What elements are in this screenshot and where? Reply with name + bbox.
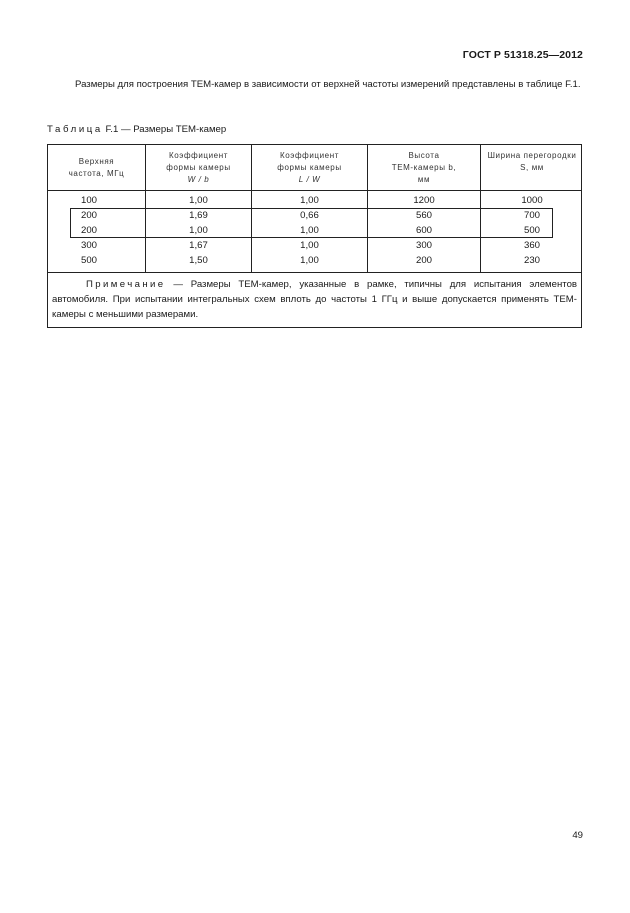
cell-septum: 230 <box>523 255 540 266</box>
cell-wb: 1,00 <box>189 225 208 236</box>
header-line: L / W <box>298 175 321 184</box>
header-lw-ratio <box>252 145 367 190</box>
cell-septum: 1000 <box>521 195 543 206</box>
cell-wb: 1,00 <box>189 195 208 206</box>
cell-height: 560 <box>415 210 432 221</box>
cell-height: 1200 <box>413 195 435 206</box>
header-line: мм <box>417 175 431 184</box>
cell-lw: 1,00 <box>300 195 319 206</box>
header-line: Ширина перегородки <box>487 151 577 160</box>
cell-height: 600 <box>415 225 432 236</box>
cell-frequency: 300 <box>80 240 97 251</box>
header-line: W / b <box>187 175 210 184</box>
cell-wb: 1,50 <box>189 255 208 266</box>
cell-height: 300 <box>415 240 432 251</box>
header-divider <box>48 190 581 191</box>
cell-wb: 1,69 <box>189 210 208 221</box>
header-upper-frequency <box>48 145 145 190</box>
header-line: S, мм <box>520 163 544 172</box>
document-number: ГОСТ Р 51318.25—2012 <box>462 49 583 61</box>
cell-wb: 1,67 <box>189 240 208 251</box>
cell-lw: 1,00 <box>300 240 319 251</box>
header-line: ТЕМ-камеры b, <box>391 163 457 172</box>
cell-lw: 0,66 <box>300 210 319 221</box>
cell-frequency: 500 <box>80 255 97 266</box>
intro-text: Размеры для построения ТЕМ-камер в зависимости от верхней частоты измерений представлены в таблице F.1. <box>75 79 581 90</box>
header-line: Коэффициент <box>279 151 339 160</box>
header-line: частота, МГц <box>68 168 125 178</box>
table-note <box>48 277 583 322</box>
cell-septum: 360 <box>523 240 540 251</box>
page-number: 49 <box>572 830 583 841</box>
table-caption-label: Таблица <box>47 124 103 135</box>
note-divider <box>48 272 581 273</box>
cell-lw: 1,00 <box>300 255 319 266</box>
table-caption-title: F.1 — Размеры ТЕМ-камер <box>105 124 227 135</box>
header-line: Верхняя <box>78 156 115 166</box>
header-line: формы камеры <box>166 163 231 172</box>
cell-frequency: 200 <box>80 225 97 236</box>
header-line: Коэффициент <box>168 151 228 160</box>
note-text: — Размеры ТЕМ-камер, указанные в рамке, типичны для испытания элементов автомобиля. При испытании интегральных схем вплоть до частоты 1 ГГц и выше допускается применять ТЕМ-камеры с меньшими размерами. <box>52 279 577 320</box>
cell-septum: 500 <box>523 225 540 236</box>
header-line: Высота <box>408 151 440 160</box>
cell-frequency: 200 <box>80 210 97 221</box>
header-septum-width <box>481 145 583 190</box>
cell-height: 200 <box>415 255 432 266</box>
cell-septum: 700 <box>523 210 540 221</box>
cell-frequency: 100 <box>80 195 97 206</box>
note-label: Примечание <box>86 279 166 290</box>
header-height <box>368 145 480 190</box>
dimensions-table <box>47 144 582 328</box>
header-line: формы камеры <box>277 163 342 172</box>
intro-paragraph <box>47 78 583 92</box>
cell-lw: 1,00 <box>300 225 319 236</box>
header-wb-ratio <box>146 145 251 190</box>
table-caption <box>47 124 226 135</box>
